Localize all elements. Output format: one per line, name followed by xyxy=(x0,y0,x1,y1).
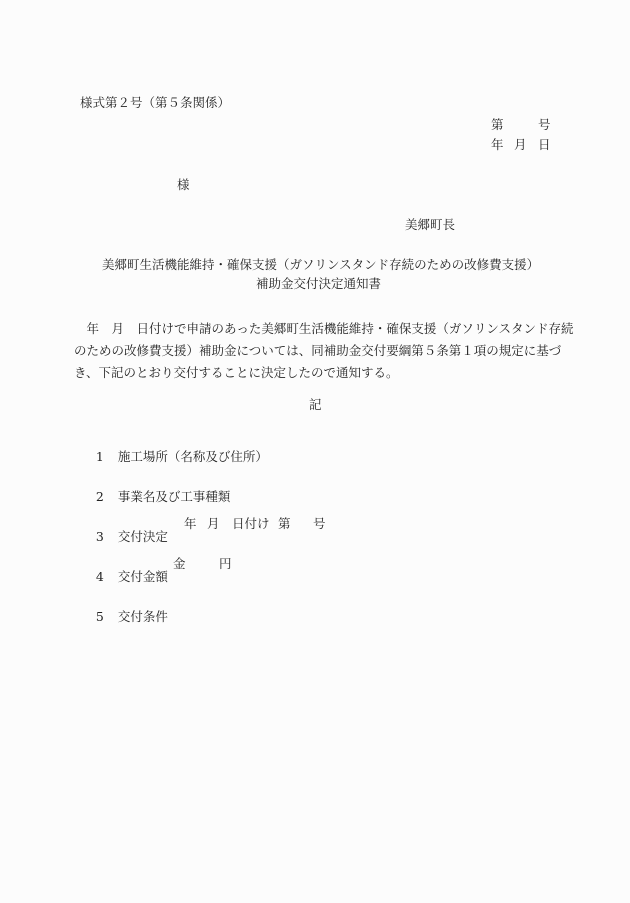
item-label: 交付決定 xyxy=(117,528,168,544)
decision-dated: 日付け xyxy=(232,516,270,531)
decision-dai: 第 xyxy=(278,516,291,531)
list-item-grant-amount xyxy=(80,558,168,596)
notice-body xyxy=(74,318,574,384)
item-number: 3 xyxy=(95,528,104,544)
list-item-grant-decision xyxy=(80,518,168,556)
decision-go: 号 xyxy=(313,516,326,531)
date-day: 日 xyxy=(538,137,551,152)
date-year: 年 xyxy=(491,137,504,152)
notice-body-line: のための改修費支援）補助金については、同補助金交付要綱第５条第１項の規定に基づ xyxy=(74,343,562,358)
item-label: 交付金額 xyxy=(117,568,168,584)
decision-year: 年 xyxy=(184,516,197,531)
notice-body-line: き、下記のとおり交付することに決定したので通知する。 xyxy=(74,365,399,380)
item-number: 4 xyxy=(95,568,104,584)
doc-number-dai: 第 xyxy=(491,117,504,132)
form-number: 様式第２号（第５条関係） xyxy=(80,95,231,110)
item-label: 施工場所（名称及び住所） xyxy=(117,448,268,464)
notice-body-line: 年 月 日付けで申請のあった美郷町生活機能維持・確保支援（ガソリンスタンド存続 xyxy=(74,321,574,336)
item-number: 5 xyxy=(95,608,104,624)
list-item-construction-site xyxy=(80,438,268,476)
item-label: 事業名及び工事種類 xyxy=(117,488,231,504)
item-number: 2 xyxy=(95,488,104,504)
list-item-project-name xyxy=(80,478,230,516)
decision-month: 月 xyxy=(207,516,220,531)
recipient-honorific: 様 xyxy=(177,177,190,192)
item-label: 交付条件 xyxy=(117,608,168,624)
amount-yen: 円 xyxy=(219,556,232,571)
document-title-line2: 補助金交付決定通知書 xyxy=(256,276,382,291)
amount-kin: 金 xyxy=(173,556,186,571)
issuer-name: 美郷町長 xyxy=(405,217,456,232)
list-item-grant-conditions xyxy=(80,598,168,636)
date-month: 月 xyxy=(514,137,527,152)
ki-heading: 記 xyxy=(309,397,322,412)
doc-number-go: 号 xyxy=(538,117,551,132)
document-title-line1: 美郷町生活機能維持・確保支援（ガソリンスタンド存続のための改修費支援） xyxy=(102,257,540,272)
item-number: 1 xyxy=(95,448,104,464)
